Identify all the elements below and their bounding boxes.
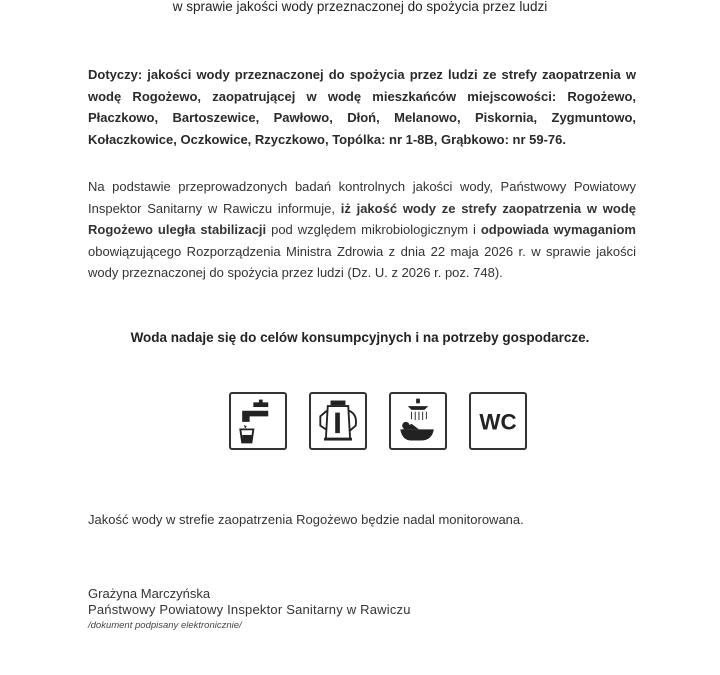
- tap-glass-icon: [229, 392, 287, 450]
- shower-bath-icon: [389, 392, 447, 450]
- body-text-2: pod względem mikrobiologicznym i: [266, 222, 481, 237]
- wc-icon: [469, 392, 527, 450]
- signatory-name: Grażyna Marczyńska: [88, 586, 211, 601]
- electronic-signature-note: /dokument podpisany elektronicznie/: [88, 620, 242, 631]
- body-bold-compliance: odpowiada wymaganiom: [480, 222, 636, 237]
- body-bold-stabilization: iż jakość wody ze strefy zaopatrzenia w wodę Rogożewo uległa stabilizacji: [88, 200, 636, 237]
- document-heading: w sprawie jakości wody przeznaczonej do spożycia przez ludzi: [172, 0, 548, 14]
- body-text-1: Na podstawie przeprowadzonych badań kontrolnych jakości wody, Państwowy Powiatowy Inspektor Sanitarny w Rawiczu informuje,: [88, 179, 636, 216]
- subject-paragraph: Dotyczy: jakości wody przeznaczonej do spożycia przez ludzi ze strefy zaopatrzenia w wodę Rogożewo, zaopatrującej w wodę mieszkańców miejscowości: Rogożewo, Płaczkowo, Bartoszewice, Pawłowo, Dłoń, Melanowo, Piskornia, Zygmuntowo, Kołaczkowice, Oczkowice, Rzyczkowo, Topólka: nr 1-8B, Grąbkowo: nr 59-76.: [88, 67, 636, 147]
- wc-icon-label: WC: [479, 409, 517, 435]
- kettle-icon: [309, 392, 367, 450]
- consumption-statement: Woda nadaje się do celów konsumpcyjnych i na potrzeby gospodarcze.: [130, 330, 590, 345]
- body-text-3: obowiązującego Rozporządzenia Ministra Zdrowia z dnia 22 maja 2026 r. w sprawie jakości wody przeznaczonej do spożycia przez ludzi (Dz. U. z 2026 r. poz. 748).: [88, 243, 636, 280]
- monitoring-note: Jakość wody w strefie zaopatrzenia Rogożewo będzie nadal monitorowana.: [88, 512, 524, 527]
- body-paragraph: [88, 176, 636, 284]
- signatory-title: Państwowy Powiatowy Inspektor Sanitarny w Rawiczu: [88, 602, 411, 617]
